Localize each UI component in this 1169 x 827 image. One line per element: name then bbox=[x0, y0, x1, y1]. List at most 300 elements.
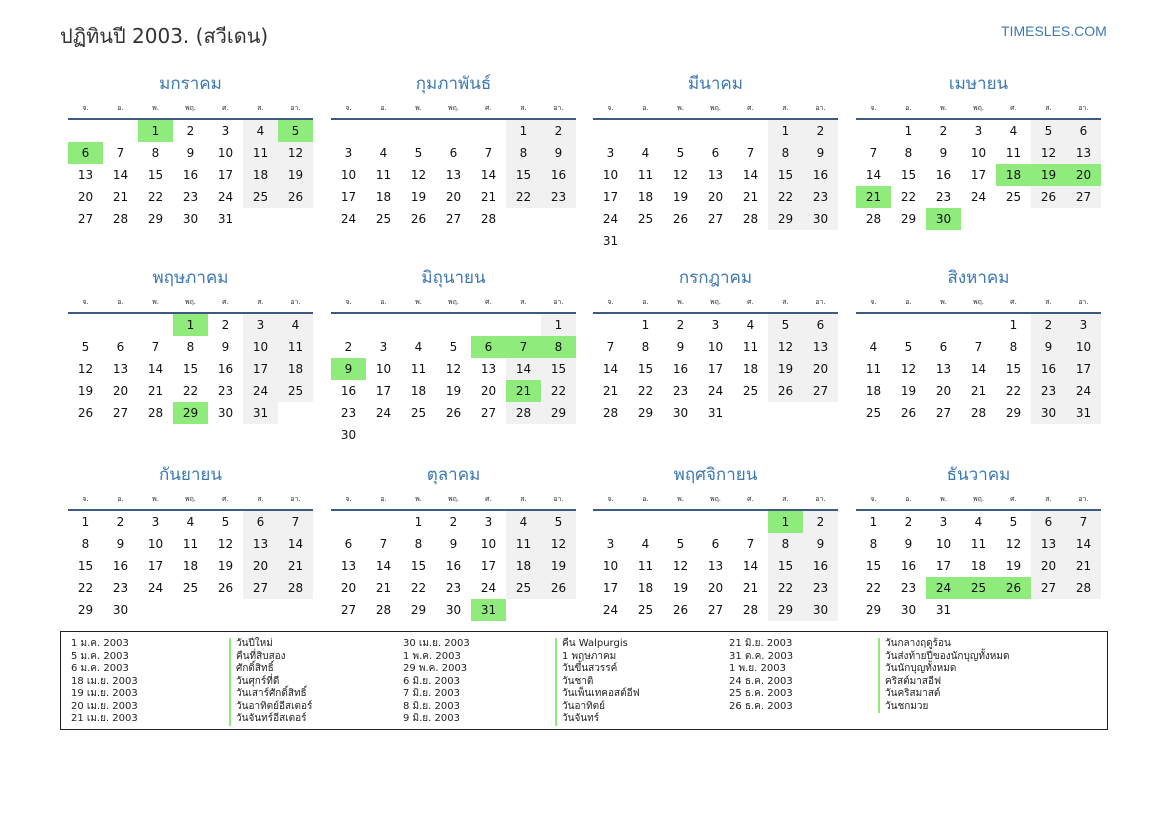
holiday-day-cell[interactable]: 18 bbox=[996, 164, 1031, 186]
day-cell[interactable]: 7 bbox=[869, 146, 878, 160]
day-cell[interactable]: 30 bbox=[1031, 402, 1066, 424]
day-cell[interactable]: 22 bbox=[541, 380, 576, 402]
day-cell[interactable]: 4 bbox=[278, 314, 313, 336]
day-cell[interactable]: 9 bbox=[803, 533, 838, 555]
day-cell[interactable]: 27 bbox=[803, 380, 838, 402]
day-cell[interactable]: 18 bbox=[243, 164, 278, 186]
day-cell[interactable]: 29 bbox=[637, 406, 654, 420]
day-cell[interactable]: 12 bbox=[410, 168, 427, 182]
day-cell[interactable]: 22 bbox=[865, 581, 882, 595]
day-cell[interactable]: 22 bbox=[506, 186, 541, 208]
day-cell[interactable]: 28 bbox=[742, 603, 759, 617]
day-cell[interactable]: 14 bbox=[602, 362, 619, 376]
day-cell[interactable]: 22 bbox=[637, 384, 654, 398]
day-cell[interactable]: 5 bbox=[676, 537, 685, 551]
day-cell[interactable]: 29 bbox=[768, 208, 803, 230]
day-cell[interactable]: 20 bbox=[1031, 555, 1066, 577]
day-cell[interactable]: 15 bbox=[77, 559, 94, 573]
day-cell[interactable]: 9 bbox=[116, 537, 125, 551]
day-cell[interactable]: 3 bbox=[484, 515, 493, 529]
day-cell[interactable]: 18 bbox=[970, 559, 987, 573]
day-cell[interactable]: 7 bbox=[746, 537, 755, 551]
day-cell[interactable]: 23 bbox=[340, 406, 357, 420]
day-cell[interactable]: 6 bbox=[711, 146, 720, 160]
day-cell[interactable]: 1 bbox=[641, 318, 650, 332]
day-cell[interactable]: 21 bbox=[480, 190, 497, 204]
holiday-day-cell[interactable]: 21 bbox=[856, 186, 891, 208]
day-cell[interactable]: 25 bbox=[637, 212, 654, 226]
day-cell[interactable]: 12 bbox=[1031, 142, 1066, 164]
day-cell[interactable]: 13 bbox=[480, 362, 497, 376]
day-cell[interactable]: 10 bbox=[935, 537, 952, 551]
day-cell[interactable]: 30 bbox=[445, 603, 462, 617]
day-cell[interactable]: 20 bbox=[707, 190, 724, 204]
day-cell[interactable]: 5 bbox=[414, 146, 423, 160]
day-cell[interactable]: 6 bbox=[116, 340, 125, 354]
day-cell[interactable]: 7 bbox=[278, 511, 313, 533]
day-cell[interactable]: 9 bbox=[803, 142, 838, 164]
day-cell[interactable]: 30 bbox=[803, 599, 838, 621]
day-cell[interactable]: 20 bbox=[445, 190, 462, 204]
day-cell[interactable]: 12 bbox=[672, 168, 689, 182]
day-cell[interactable]: 8 bbox=[506, 142, 541, 164]
day-cell[interactable]: 18 bbox=[410, 384, 427, 398]
day-cell[interactable]: 12 bbox=[900, 362, 917, 376]
day-cell[interactable]: 24 bbox=[707, 384, 724, 398]
day-cell[interactable]: 2 bbox=[186, 124, 195, 138]
day-cell[interactable]: 7 bbox=[116, 146, 125, 160]
day-cell[interactable]: 12 bbox=[768, 336, 803, 358]
day-cell[interactable]: 26 bbox=[445, 406, 462, 420]
day-cell[interactable]: 24 bbox=[1066, 380, 1101, 402]
day-cell[interactable]: 25 bbox=[506, 577, 541, 599]
day-cell[interactable]: 26 bbox=[278, 186, 313, 208]
day-cell[interactable]: 13 bbox=[935, 362, 952, 376]
day-cell[interactable]: 27 bbox=[1031, 577, 1066, 599]
day-cell[interactable]: 8 bbox=[641, 340, 650, 354]
day-cell[interactable]: 15 bbox=[506, 164, 541, 186]
holiday-day-cell[interactable]: 21 bbox=[506, 380, 541, 402]
day-cell[interactable]: 28 bbox=[742, 212, 759, 226]
day-cell[interactable]: 30 bbox=[803, 208, 838, 230]
day-cell[interactable]: 5 bbox=[676, 146, 685, 160]
day-cell[interactable]: 26 bbox=[217, 581, 234, 595]
day-cell[interactable]: 22 bbox=[77, 581, 94, 595]
day-cell[interactable]: 2 bbox=[344, 340, 353, 354]
day-cell[interactable]: 20 bbox=[77, 190, 94, 204]
day-cell[interactable]: 27 bbox=[707, 603, 724, 617]
day-cell[interactable]: 3 bbox=[221, 124, 230, 138]
day-cell[interactable]: 18 bbox=[182, 559, 199, 573]
day-cell[interactable]: 28 bbox=[375, 603, 392, 617]
day-cell[interactable]: 2 bbox=[1031, 314, 1066, 336]
day-cell[interactable]: 11 bbox=[970, 537, 987, 551]
day-cell[interactable]: 30 bbox=[340, 428, 357, 442]
day-cell[interactable]: 18 bbox=[375, 190, 392, 204]
day-cell[interactable]: 21 bbox=[1066, 555, 1101, 577]
day-cell[interactable]: 17 bbox=[340, 190, 357, 204]
day-cell[interactable]: 4 bbox=[869, 340, 878, 354]
day-cell[interactable]: 29 bbox=[768, 599, 803, 621]
day-cell[interactable]: 4 bbox=[974, 515, 983, 529]
day-cell[interactable]: 24 bbox=[602, 212, 619, 226]
day-cell[interactable]: 11 bbox=[278, 336, 313, 358]
day-cell[interactable]: 27 bbox=[445, 212, 462, 226]
day-cell[interactable]: 5 bbox=[449, 340, 458, 354]
day-cell[interactable]: 13 bbox=[112, 362, 129, 376]
day-cell[interactable]: 24 bbox=[243, 380, 278, 402]
day-cell[interactable]: 2 bbox=[541, 120, 576, 142]
day-cell[interactable]: 24 bbox=[375, 406, 392, 420]
day-cell[interactable]: 26 bbox=[672, 212, 689, 226]
day-cell[interactable]: 28 bbox=[278, 577, 313, 599]
day-cell[interactable]: 17 bbox=[480, 559, 497, 573]
day-cell[interactable]: 19 bbox=[1005, 559, 1022, 573]
day-cell[interactable]: 9 bbox=[186, 146, 195, 160]
day-cell[interactable]: 31 bbox=[217, 212, 234, 226]
day-cell[interactable]: 13 bbox=[803, 336, 838, 358]
day-cell[interactable]: 8 bbox=[81, 537, 90, 551]
day-cell[interactable]: 10 bbox=[340, 168, 357, 182]
day-cell[interactable]: 23 bbox=[935, 190, 952, 204]
day-cell[interactable]: 10 bbox=[375, 362, 392, 376]
day-cell[interactable]: 28 bbox=[970, 406, 987, 420]
day-cell[interactable]: 30 bbox=[900, 603, 917, 617]
day-cell[interactable]: 16 bbox=[900, 559, 917, 573]
day-cell[interactable]: 24 bbox=[480, 581, 497, 595]
day-cell[interactable]: 27 bbox=[935, 406, 952, 420]
day-cell[interactable]: 1 bbox=[506, 120, 541, 142]
day-cell[interactable]: 13 bbox=[1031, 533, 1066, 555]
day-cell[interactable]: 10 bbox=[970, 146, 987, 160]
day-cell[interactable]: 31 bbox=[1066, 402, 1101, 424]
day-cell[interactable]: 25 bbox=[1005, 190, 1022, 204]
day-cell[interactable]: 11 bbox=[637, 559, 654, 573]
day-cell[interactable]: 4 bbox=[186, 515, 195, 529]
day-cell[interactable]: 16 bbox=[803, 164, 838, 186]
day-cell[interactable]: 22 bbox=[900, 190, 917, 204]
day-cell[interactable]: 20 bbox=[112, 384, 129, 398]
day-cell[interactable]: 13 bbox=[707, 559, 724, 573]
day-cell[interactable]: 16 bbox=[672, 362, 689, 376]
day-cell[interactable]: 9 bbox=[939, 146, 948, 160]
day-cell[interactable]: 22 bbox=[410, 581, 427, 595]
day-cell[interactable]: 26 bbox=[900, 406, 917, 420]
day-cell[interactable]: 17 bbox=[970, 168, 987, 182]
day-cell[interactable]: 13 bbox=[1066, 142, 1101, 164]
day-cell[interactable]: 13 bbox=[707, 168, 724, 182]
day-cell[interactable]: 4 bbox=[746, 318, 755, 332]
day-cell[interactable]: 8 bbox=[869, 537, 878, 551]
holiday-day-cell[interactable]: 1 bbox=[138, 120, 173, 142]
day-cell[interactable]: 5 bbox=[768, 314, 803, 336]
day-cell[interactable]: 26 bbox=[410, 212, 427, 226]
day-cell[interactable]: 26 bbox=[77, 406, 94, 420]
day-cell[interactable]: 16 bbox=[1031, 358, 1066, 380]
day-cell[interactable]: 21 bbox=[278, 555, 313, 577]
day-cell[interactable]: 8 bbox=[414, 537, 423, 551]
day-cell[interactable]: 6 bbox=[1066, 120, 1101, 142]
day-cell[interactable]: 28 bbox=[147, 406, 164, 420]
day-cell[interactable]: 22 bbox=[182, 384, 199, 398]
day-cell[interactable]: 3 bbox=[243, 314, 278, 336]
day-cell[interactable]: 10 bbox=[707, 340, 724, 354]
day-cell[interactable]: 3 bbox=[344, 146, 353, 160]
day-cell[interactable]: 14 bbox=[742, 168, 759, 182]
day-cell[interactable]: 7 bbox=[746, 146, 755, 160]
day-cell[interactable]: 3 bbox=[1066, 314, 1101, 336]
day-cell[interactable]: 20 bbox=[707, 581, 724, 595]
day-cell[interactable]: 19 bbox=[445, 384, 462, 398]
day-cell[interactable]: 3 bbox=[939, 515, 948, 529]
day-cell[interactable]: 11 bbox=[865, 362, 882, 376]
day-cell[interactable]: 12 bbox=[672, 559, 689, 573]
day-cell[interactable]: 11 bbox=[637, 168, 654, 182]
day-cell[interactable]: 28 bbox=[480, 212, 497, 226]
day-cell[interactable]: 25 bbox=[865, 406, 882, 420]
day-cell[interactable]: 30 bbox=[217, 406, 234, 420]
day-cell[interactable]: 24 bbox=[340, 212, 357, 226]
day-cell[interactable]: 11 bbox=[1005, 146, 1022, 160]
day-cell[interactable]: 14 bbox=[480, 168, 497, 182]
day-cell[interactable]: 15 bbox=[768, 555, 803, 577]
day-cell[interactable]: 5 bbox=[904, 340, 913, 354]
holiday-day-cell[interactable]: 26 bbox=[996, 577, 1031, 599]
day-cell[interactable]: 14 bbox=[506, 358, 541, 380]
day-cell[interactable]: 23 bbox=[112, 581, 129, 595]
day-cell[interactable]: 4 bbox=[243, 120, 278, 142]
day-cell[interactable]: 21 bbox=[742, 190, 759, 204]
day-cell[interactable]: 18 bbox=[865, 384, 882, 398]
day-cell[interactable]: 5 bbox=[1031, 120, 1066, 142]
day-cell[interactable]: 1 bbox=[869, 515, 878, 529]
day-cell[interactable]: 19 bbox=[541, 555, 576, 577]
day-cell[interactable]: 20 bbox=[340, 581, 357, 595]
day-cell[interactable]: 3 bbox=[974, 124, 983, 138]
day-cell[interactable]: 14 bbox=[375, 559, 392, 573]
day-cell[interactable]: 7 bbox=[974, 340, 983, 354]
day-cell[interactable]: 16 bbox=[541, 164, 576, 186]
day-cell[interactable]: 17 bbox=[375, 384, 392, 398]
day-cell[interactable]: 31 bbox=[243, 402, 278, 424]
day-cell[interactable]: 5 bbox=[81, 340, 90, 354]
day-cell[interactable]: 22 bbox=[147, 190, 164, 204]
day-cell[interactable]: 21 bbox=[970, 384, 987, 398]
day-cell[interactable]: 28 bbox=[506, 402, 541, 424]
day-cell[interactable]: 11 bbox=[506, 533, 541, 555]
day-cell[interactable]: 10 bbox=[217, 146, 234, 160]
holiday-day-cell[interactable]: 25 bbox=[961, 577, 996, 599]
day-cell[interactable]: 5 bbox=[541, 511, 576, 533]
day-cell[interactable]: 18 bbox=[637, 190, 654, 204]
day-cell[interactable]: 9 bbox=[1031, 336, 1066, 358]
day-cell[interactable]: 17 bbox=[602, 581, 619, 595]
day-cell[interactable]: 22 bbox=[1005, 384, 1022, 398]
day-cell[interactable]: 28 bbox=[1066, 577, 1101, 599]
day-cell[interactable]: 22 bbox=[768, 186, 803, 208]
day-cell[interactable]: 10 bbox=[147, 537, 164, 551]
brand-link[interactable]: TIMESLES.COM bbox=[1001, 23, 1107, 39]
day-cell[interactable]: 2 bbox=[449, 515, 458, 529]
day-cell[interactable]: 21 bbox=[112, 190, 129, 204]
day-cell[interactable]: 9 bbox=[221, 340, 230, 354]
day-cell[interactable]: 19 bbox=[410, 190, 427, 204]
day-cell[interactable]: 27 bbox=[480, 406, 497, 420]
day-cell[interactable]: 8 bbox=[904, 146, 913, 160]
day-cell[interactable]: 21 bbox=[147, 384, 164, 398]
day-cell[interactable]: 1 bbox=[81, 515, 90, 529]
day-cell[interactable]: 14 bbox=[742, 559, 759, 573]
day-cell[interactable]: 14 bbox=[1066, 533, 1101, 555]
day-cell[interactable]: 6 bbox=[344, 537, 353, 551]
holiday-day-cell[interactable]: 20 bbox=[1066, 164, 1101, 186]
day-cell[interactable]: 5 bbox=[221, 515, 230, 529]
day-cell[interactable]: 13 bbox=[77, 168, 94, 182]
day-cell[interactable]: 6 bbox=[1031, 511, 1066, 533]
day-cell[interactable]: 2 bbox=[803, 511, 838, 533]
day-cell[interactable]: 1 bbox=[1009, 318, 1018, 332]
day-cell[interactable]: 14 bbox=[278, 533, 313, 555]
day-cell[interactable]: 25 bbox=[410, 406, 427, 420]
day-cell[interactable]: 16 bbox=[112, 559, 129, 573]
day-cell[interactable]: 19 bbox=[217, 559, 234, 573]
day-cell[interactable]: 5 bbox=[1009, 515, 1018, 529]
day-cell[interactable]: 29 bbox=[900, 212, 917, 226]
day-cell[interactable]: 26 bbox=[672, 603, 689, 617]
day-cell[interactable]: 8 bbox=[768, 142, 803, 164]
day-cell[interactable]: 17 bbox=[243, 358, 278, 380]
day-cell[interactable]: 24 bbox=[147, 581, 164, 595]
day-cell[interactable]: 28 bbox=[602, 406, 619, 420]
day-cell[interactable]: 19 bbox=[768, 358, 803, 380]
day-cell[interactable]: 4 bbox=[1009, 124, 1018, 138]
day-cell[interactable]: 17 bbox=[217, 168, 234, 182]
day-cell[interactable]: 2 bbox=[221, 318, 230, 332]
day-cell[interactable]: 12 bbox=[1005, 537, 1022, 551]
day-cell[interactable]: 19 bbox=[77, 384, 94, 398]
day-cell[interactable]: 18 bbox=[742, 362, 759, 376]
day-cell[interactable]: 13 bbox=[340, 559, 357, 573]
day-cell[interactable]: 12 bbox=[541, 533, 576, 555]
day-cell[interactable]: 6 bbox=[449, 146, 458, 160]
day-cell[interactable]: 30 bbox=[112, 603, 129, 617]
day-cell[interactable]: 25 bbox=[243, 186, 278, 208]
holiday-day-cell[interactable]: 1 bbox=[173, 314, 208, 336]
day-cell[interactable]: 23 bbox=[803, 577, 838, 599]
day-cell[interactable]: 18 bbox=[506, 555, 541, 577]
day-cell[interactable]: 28 bbox=[112, 212, 129, 226]
day-cell[interactable]: 8 bbox=[186, 340, 195, 354]
day-cell[interactable]: 27 bbox=[707, 212, 724, 226]
day-cell[interactable]: 3 bbox=[606, 537, 615, 551]
day-cell[interactable]: 15 bbox=[410, 559, 427, 573]
holiday-day-cell[interactable]: 30 bbox=[926, 208, 961, 230]
day-cell[interactable]: 10 bbox=[480, 537, 497, 551]
day-cell[interactable]: 13 bbox=[445, 168, 462, 182]
day-cell[interactable]: 4 bbox=[506, 511, 541, 533]
day-cell[interactable]: 26 bbox=[541, 577, 576, 599]
day-cell[interactable]: 4 bbox=[414, 340, 423, 354]
day-cell[interactable]: 12 bbox=[445, 362, 462, 376]
day-cell[interactable]: 9 bbox=[541, 142, 576, 164]
day-cell[interactable]: 8 bbox=[768, 533, 803, 555]
holiday-day-cell[interactable]: 29 bbox=[173, 402, 208, 424]
day-cell[interactable]: 15 bbox=[865, 559, 882, 573]
day-cell[interactable]: 17 bbox=[1066, 358, 1101, 380]
day-cell[interactable]: 20 bbox=[935, 384, 952, 398]
day-cell[interactable]: 11 bbox=[742, 340, 759, 354]
day-cell[interactable]: 21 bbox=[375, 581, 392, 595]
day-cell[interactable]: 11 bbox=[182, 537, 199, 551]
day-cell[interactable]: 15 bbox=[541, 358, 576, 380]
day-cell[interactable]: 30 bbox=[672, 406, 689, 420]
day-cell[interactable]: 27 bbox=[340, 603, 357, 617]
day-cell[interactable]: 1 bbox=[904, 124, 913, 138]
day-cell[interactable]: 14 bbox=[970, 362, 987, 376]
day-cell[interactable]: 9 bbox=[676, 340, 685, 354]
holiday-day-cell[interactable]: 24 bbox=[926, 577, 961, 599]
day-cell[interactable]: 7 bbox=[484, 146, 493, 160]
holiday-day-cell[interactable]: 19 bbox=[1031, 164, 1066, 186]
day-cell[interactable]: 4 bbox=[641, 537, 650, 551]
day-cell[interactable]: 25 bbox=[278, 380, 313, 402]
day-cell[interactable]: 14 bbox=[112, 168, 129, 182]
day-cell[interactable]: 28 bbox=[865, 212, 882, 226]
day-cell[interactable]: 10 bbox=[602, 559, 619, 573]
day-cell[interactable]: 19 bbox=[672, 190, 689, 204]
day-cell[interactable]: 30 bbox=[182, 212, 199, 226]
day-cell[interactable]: 25 bbox=[742, 384, 759, 398]
day-cell[interactable]: 19 bbox=[900, 384, 917, 398]
day-cell[interactable]: 2 bbox=[676, 318, 685, 332]
day-cell[interactable]: 12 bbox=[278, 142, 313, 164]
day-cell[interactable]: 16 bbox=[935, 168, 952, 182]
day-cell[interactable]: 27 bbox=[77, 212, 94, 226]
day-cell[interactable]: 14 bbox=[865, 168, 882, 182]
day-cell[interactable]: 2 bbox=[116, 515, 125, 529]
day-cell[interactable]: 31 bbox=[935, 603, 952, 617]
day-cell[interactable]: 14 bbox=[147, 362, 164, 376]
day-cell[interactable]: 29 bbox=[541, 402, 576, 424]
day-cell[interactable]: 27 bbox=[1066, 186, 1101, 208]
holiday-day-cell[interactable]: 6 bbox=[471, 336, 506, 358]
day-cell[interactable]: 11 bbox=[410, 362, 427, 376]
day-cell[interactable]: 29 bbox=[1005, 406, 1022, 420]
holiday-day-cell[interactable]: 5 bbox=[278, 120, 313, 142]
day-cell[interactable]: 6 bbox=[803, 314, 838, 336]
holiday-day-cell[interactable]: 8 bbox=[541, 336, 576, 358]
day-cell[interactable]: 9 bbox=[904, 537, 913, 551]
day-cell[interactable]: 3 bbox=[711, 318, 720, 332]
day-cell[interactable]: 10 bbox=[243, 336, 278, 358]
day-cell[interactable]: 17 bbox=[602, 190, 619, 204]
day-cell[interactable]: 24 bbox=[602, 603, 619, 617]
day-cell[interactable]: 15 bbox=[900, 168, 917, 182]
day-cell[interactable]: 23 bbox=[217, 384, 234, 398]
day-cell[interactable]: 21 bbox=[742, 581, 759, 595]
day-cell[interactable]: 10 bbox=[602, 168, 619, 182]
day-cell[interactable]: 15 bbox=[182, 362, 199, 376]
day-cell[interactable]: 3 bbox=[606, 146, 615, 160]
day-cell[interactable]: 6 bbox=[939, 340, 948, 354]
day-cell[interactable]: 20 bbox=[803, 358, 838, 380]
day-cell[interactable]: 24 bbox=[217, 190, 234, 204]
day-cell[interactable]: 8 bbox=[1009, 340, 1018, 354]
day-cell[interactable]: 27 bbox=[112, 406, 129, 420]
day-cell[interactable]: 31 bbox=[707, 406, 724, 420]
day-cell[interactable]: 3 bbox=[151, 515, 160, 529]
day-cell[interactable]: 24 bbox=[970, 190, 987, 204]
